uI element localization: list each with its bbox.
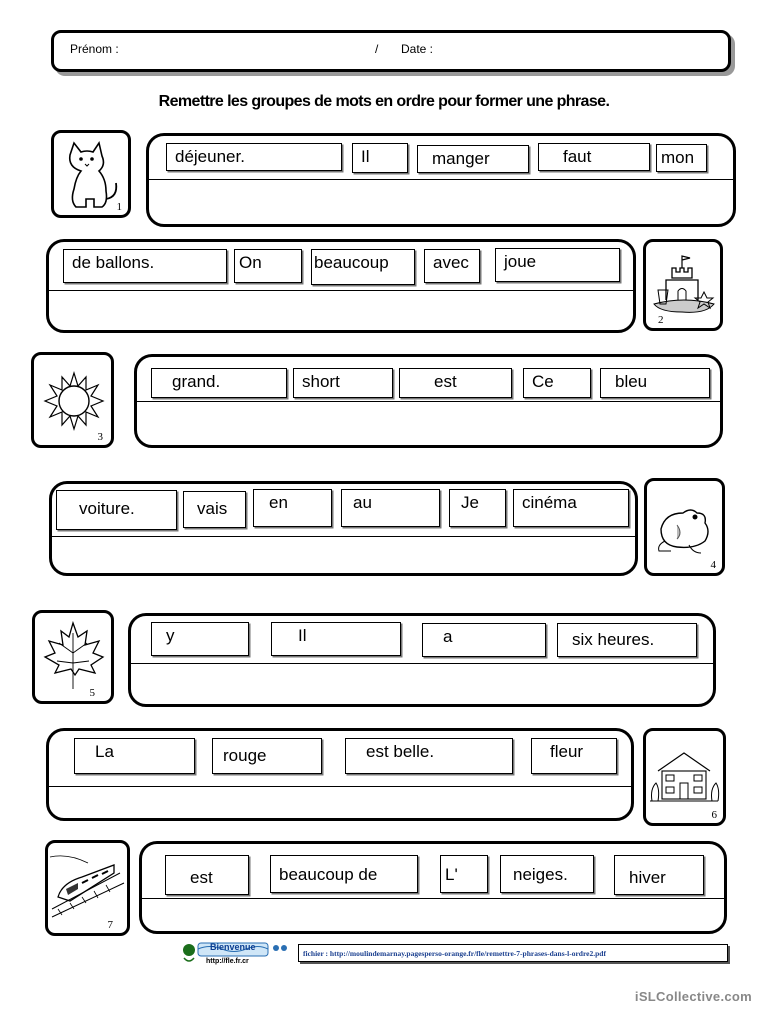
word-card[interactable]: déjeuner. xyxy=(166,143,342,171)
fle-logo[interactable] xyxy=(180,940,292,968)
word-card[interactable]: beaucoup xyxy=(311,249,415,285)
word-card[interactable]: faut xyxy=(538,143,650,171)
word-card[interactable]: vais xyxy=(183,491,246,528)
word-card[interactable]: est belle. xyxy=(345,738,513,774)
word-card[interactable]: manger xyxy=(417,145,529,173)
instruction-title: Remettre les groupes de mots en ordre pour former une phrase. xyxy=(158,93,610,110)
picture-box-6 xyxy=(643,728,726,826)
word-card[interactable]: cinéma xyxy=(513,489,629,527)
word-card[interactable]: grand. xyxy=(151,368,287,398)
name-date-header xyxy=(51,30,731,72)
picture-box-2 xyxy=(643,239,723,331)
word-card[interactable]: fleur xyxy=(531,738,617,774)
word-card[interactable]: est xyxy=(399,368,512,398)
word-card[interactable]: Je xyxy=(449,489,506,527)
word-card[interactable]: Il xyxy=(352,143,408,173)
exercise-number: 7 xyxy=(107,919,113,931)
word-card[interactable]: avec xyxy=(424,249,480,283)
word-card[interactable]: Il xyxy=(271,622,401,656)
train-icon xyxy=(48,843,127,933)
word-card[interactable]: Ce xyxy=(523,368,591,398)
watermark: iSLCollective.com xyxy=(634,989,752,1004)
word-card[interactable]: au xyxy=(341,489,440,527)
header-separator: / xyxy=(375,42,379,56)
word-card[interactable]: bleu xyxy=(600,368,710,398)
word-card[interactable]: neiges. xyxy=(500,855,594,893)
file-link[interactable]: fichier : http://moulindemarnay.pagesperso-orange.fr/fle/remettre-7-phrases-dans-l-ordre2.pdf xyxy=(298,944,728,962)
exercise-number: 5 xyxy=(89,687,95,699)
word-card[interactable]: La xyxy=(74,738,195,774)
word-card[interactable]: On xyxy=(234,249,302,283)
exercise-number: 1 xyxy=(116,201,122,213)
exercise-number: 2 xyxy=(658,314,664,326)
picture-box-3 xyxy=(31,352,114,448)
word-card[interactable]: beaucoup de xyxy=(270,855,418,893)
picture-box-5 xyxy=(32,610,114,704)
exercise-number: 3 xyxy=(97,431,103,443)
exercise-number: 4 xyxy=(710,559,716,571)
word-card[interactable]: voiture. xyxy=(56,490,177,530)
word-card[interactable]: rouge xyxy=(212,738,322,774)
exercise-number: 6 xyxy=(711,809,717,821)
logo-text: Bienvenue xyxy=(210,942,256,952)
word-card[interactable]: short xyxy=(293,368,393,398)
picture-box-1 xyxy=(51,130,131,218)
logo-url: http://fle.fr.cr xyxy=(206,958,249,965)
word-card[interactable]: y xyxy=(151,622,249,656)
word-card[interactable]: hiver xyxy=(614,855,704,895)
word-card[interactable]: six heures. xyxy=(557,623,697,657)
prenom-label: Prénom : xyxy=(70,42,119,56)
word-card[interactable]: mon xyxy=(656,144,707,172)
word-card[interactable]: a xyxy=(422,623,546,657)
word-card[interactable]: de ballons. xyxy=(63,249,227,283)
word-card[interactable]: en xyxy=(253,489,332,527)
date-label: Date : xyxy=(401,42,434,56)
picture-box-7 xyxy=(45,840,130,936)
word-card[interactable]: L' xyxy=(440,855,488,893)
word-card[interactable]: joue xyxy=(495,248,620,282)
picture-box-4 xyxy=(644,478,725,576)
maple-leaf-icon xyxy=(35,613,111,701)
word-card[interactable]: est xyxy=(165,855,249,895)
